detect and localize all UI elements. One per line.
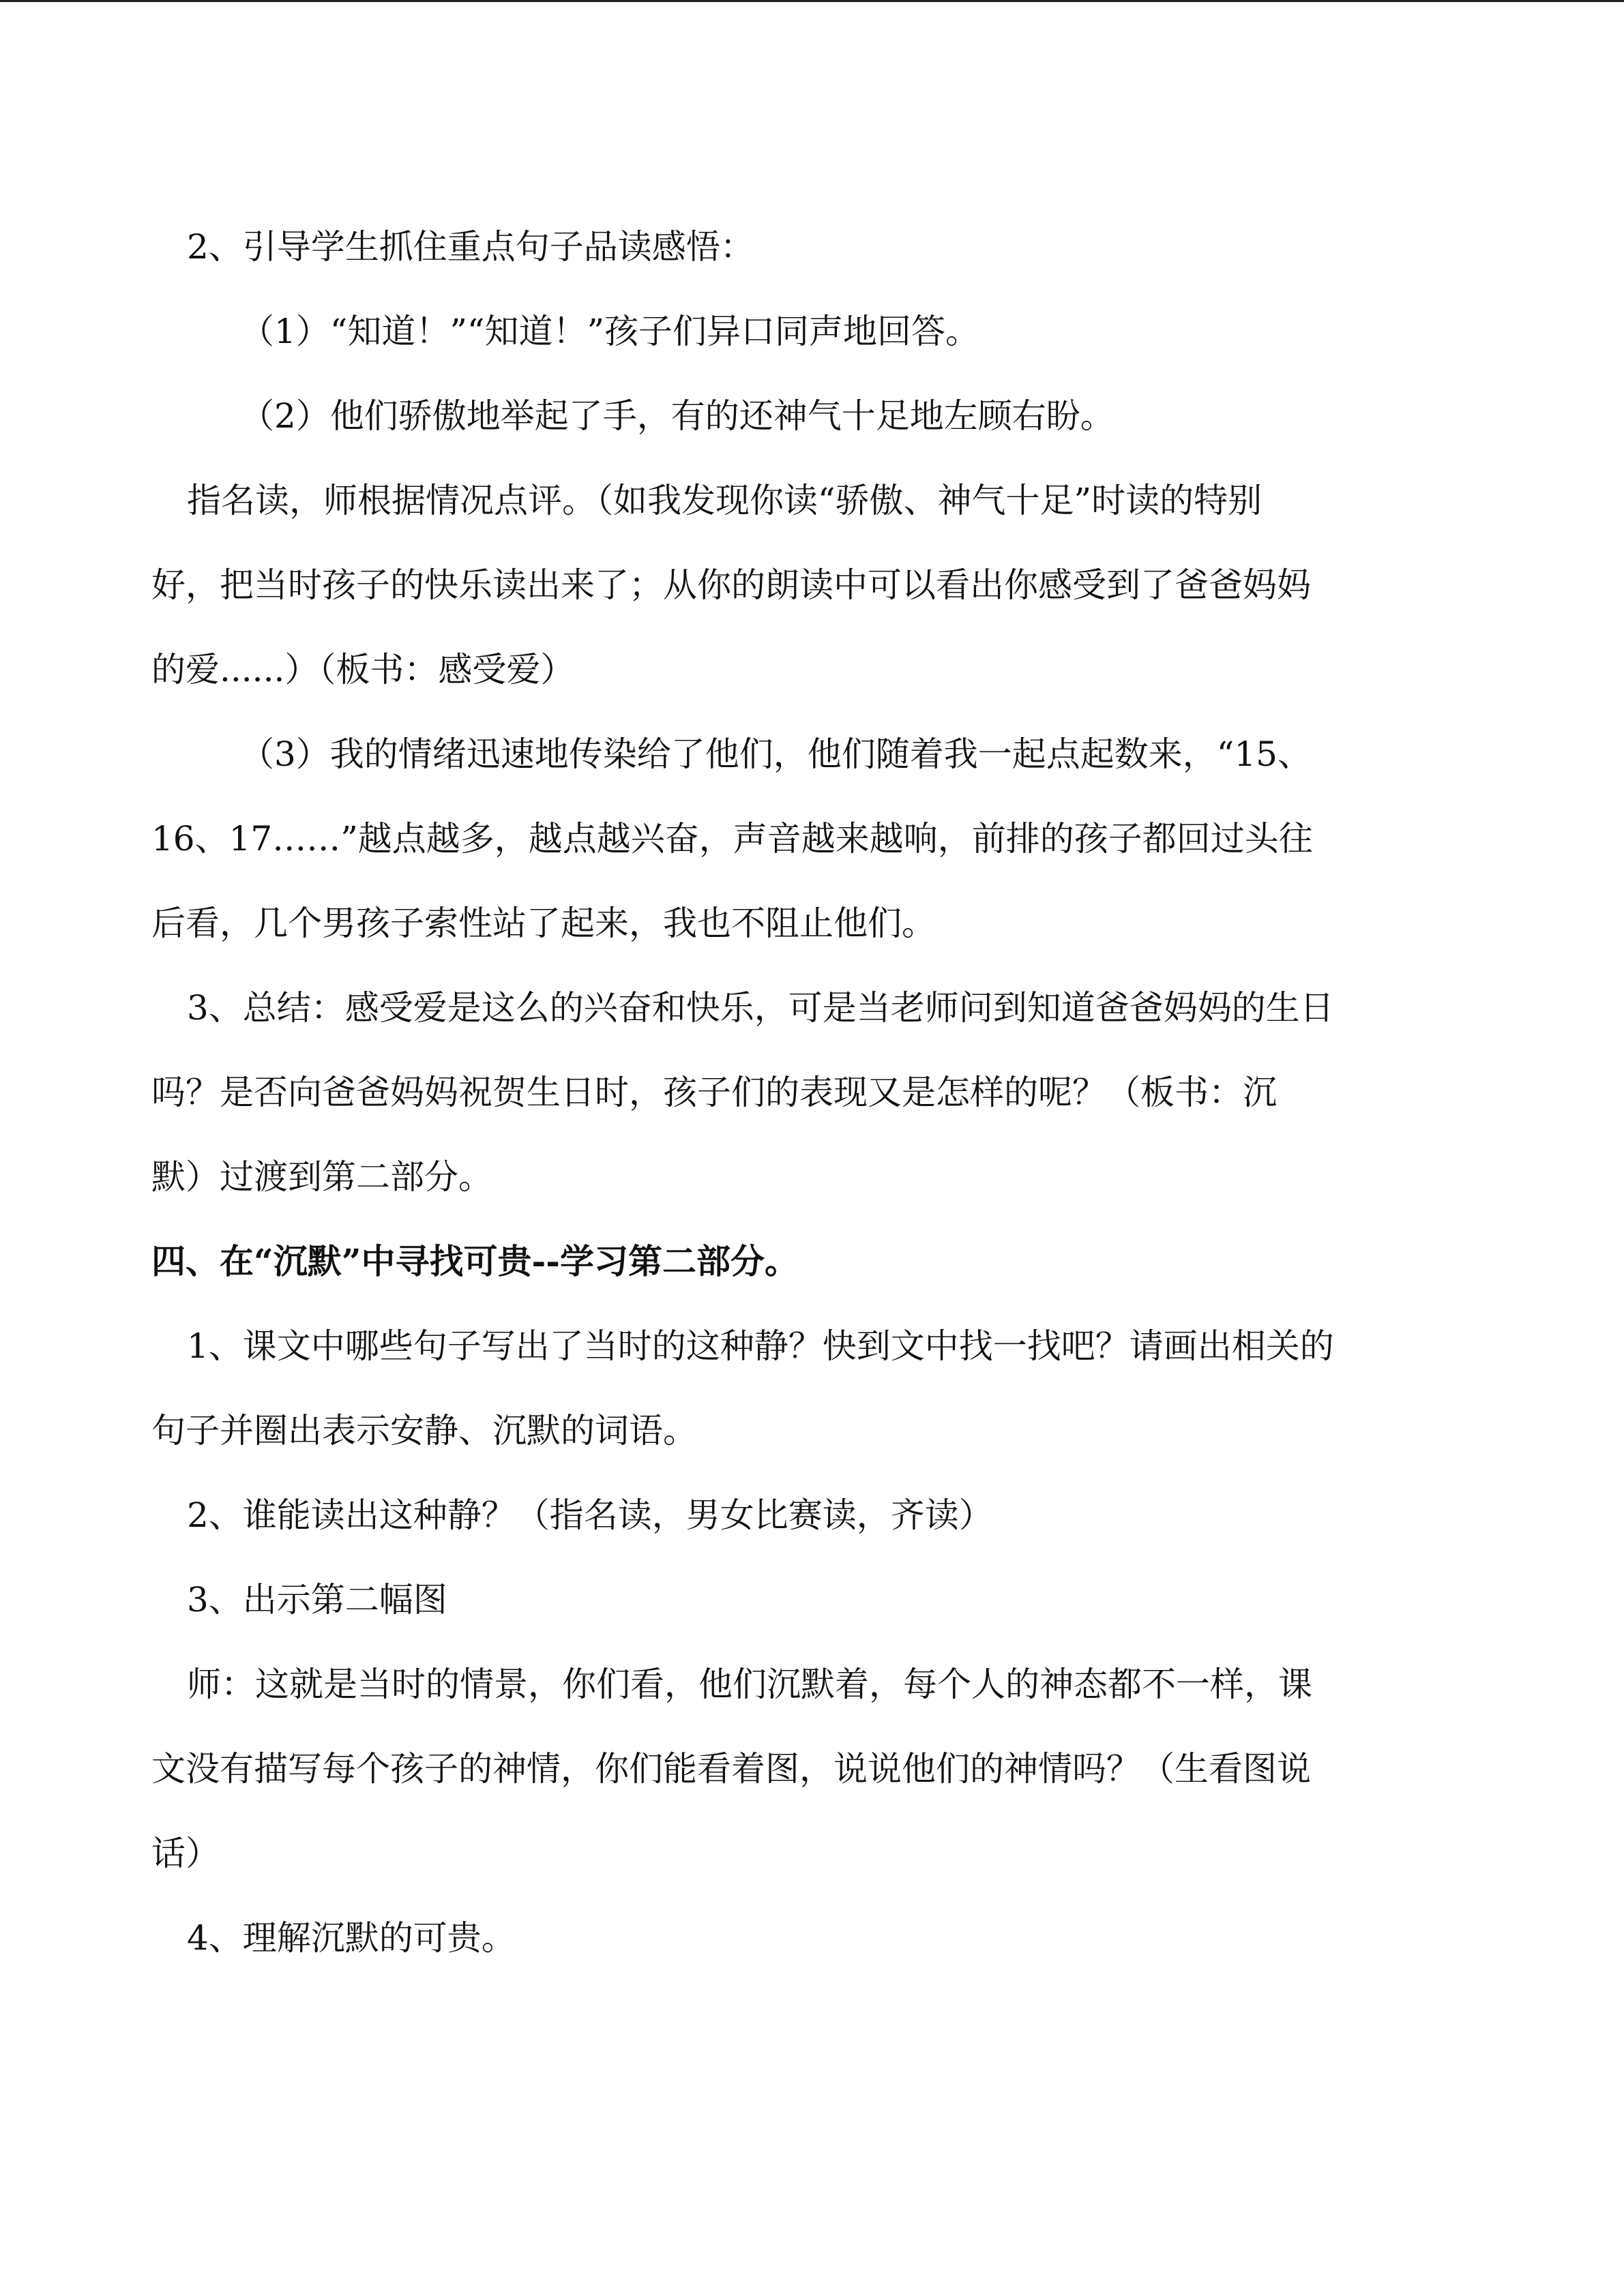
line-task-1a: 1、课文中哪些句子写出了当时的这种静？快到文中找一找吧？请画出相关的 <box>187 1326 1334 1366</box>
line-quote-3a: （3）我的情绪迅速地传染给了他们，他们随着我一起点起数来，“15、 <box>240 734 1312 774</box>
line-commentary-1: 指名读，师根据情况点评。（如我发现你读“骄傲、神气十足”时读的特别 <box>187 481 1263 520</box>
line-summary-2: 吗？是否向爸爸妈妈祝贺生日时，孩子们的表现又是怎样的呢？（板书：沉 <box>151 1073 1277 1112</box>
document-body <box>151 205 1475 1980</box>
line-summary-1: 3、总结：感受爱是这么的兴奋和快乐，可是当老师问到知道爸爸妈妈的生日 <box>187 988 1334 1028</box>
line-quote-3b: 16、17……”越点越多，越点越兴奋，声音越来越响，前排的孩子都回过头往 <box>151 819 1313 859</box>
line-teacher-2: 文没有描写每个孩子的神情，你们能看着图，说说他们的神情吗？（生看图说 <box>151 1749 1311 1789</box>
line-summary-3: 默）过渡到第二部分。 <box>151 1157 492 1197</box>
section-heading-4: 四、在“沉默”中寻找可贵--学习第二部分。 <box>151 1241 799 1281</box>
line-commentary-2: 好，把当时孩子的快乐读出来了；从你的朗读中可以看出你感受到了爸爸妈妈 <box>151 565 1311 605</box>
line-commentary-3: 的爱......）（板书：感受爱） <box>151 650 575 689</box>
line-step-2: 2、引导学生抓住重点句子品读感悟： <box>187 227 754 267</box>
line-task-2: 2、谁能读出这种静？（指名读，男女比赛读，齐读） <box>187 1495 993 1535</box>
line-quote-2: （2）他们骄傲地举起了手，有的还神气十足地左顾右盼。 <box>240 396 1114 436</box>
top-border-rule <box>0 0 1624 2</box>
line-quote-1: （1）“知道！”“知道！”孩子们异口同声地回答。 <box>240 312 980 351</box>
line-quote-3c: 后看，几个男孩子索性站了起来，我也不阻止他们。 <box>151 904 936 943</box>
line-teacher-3: 话） <box>151 1834 220 1873</box>
line-task-1b: 句子并圈出表示安静、沉默的词语。 <box>151 1411 697 1450</box>
line-teacher-1: 师：这就是当时的情景，你们看，他们沉默着，每个人的神态都不一样，课 <box>187 1665 1312 1704</box>
line-task-4: 4、理解沉默的可贵。 <box>187 1918 516 1958</box>
line-task-3: 3、出示第二幅图 <box>187 1580 447 1620</box>
